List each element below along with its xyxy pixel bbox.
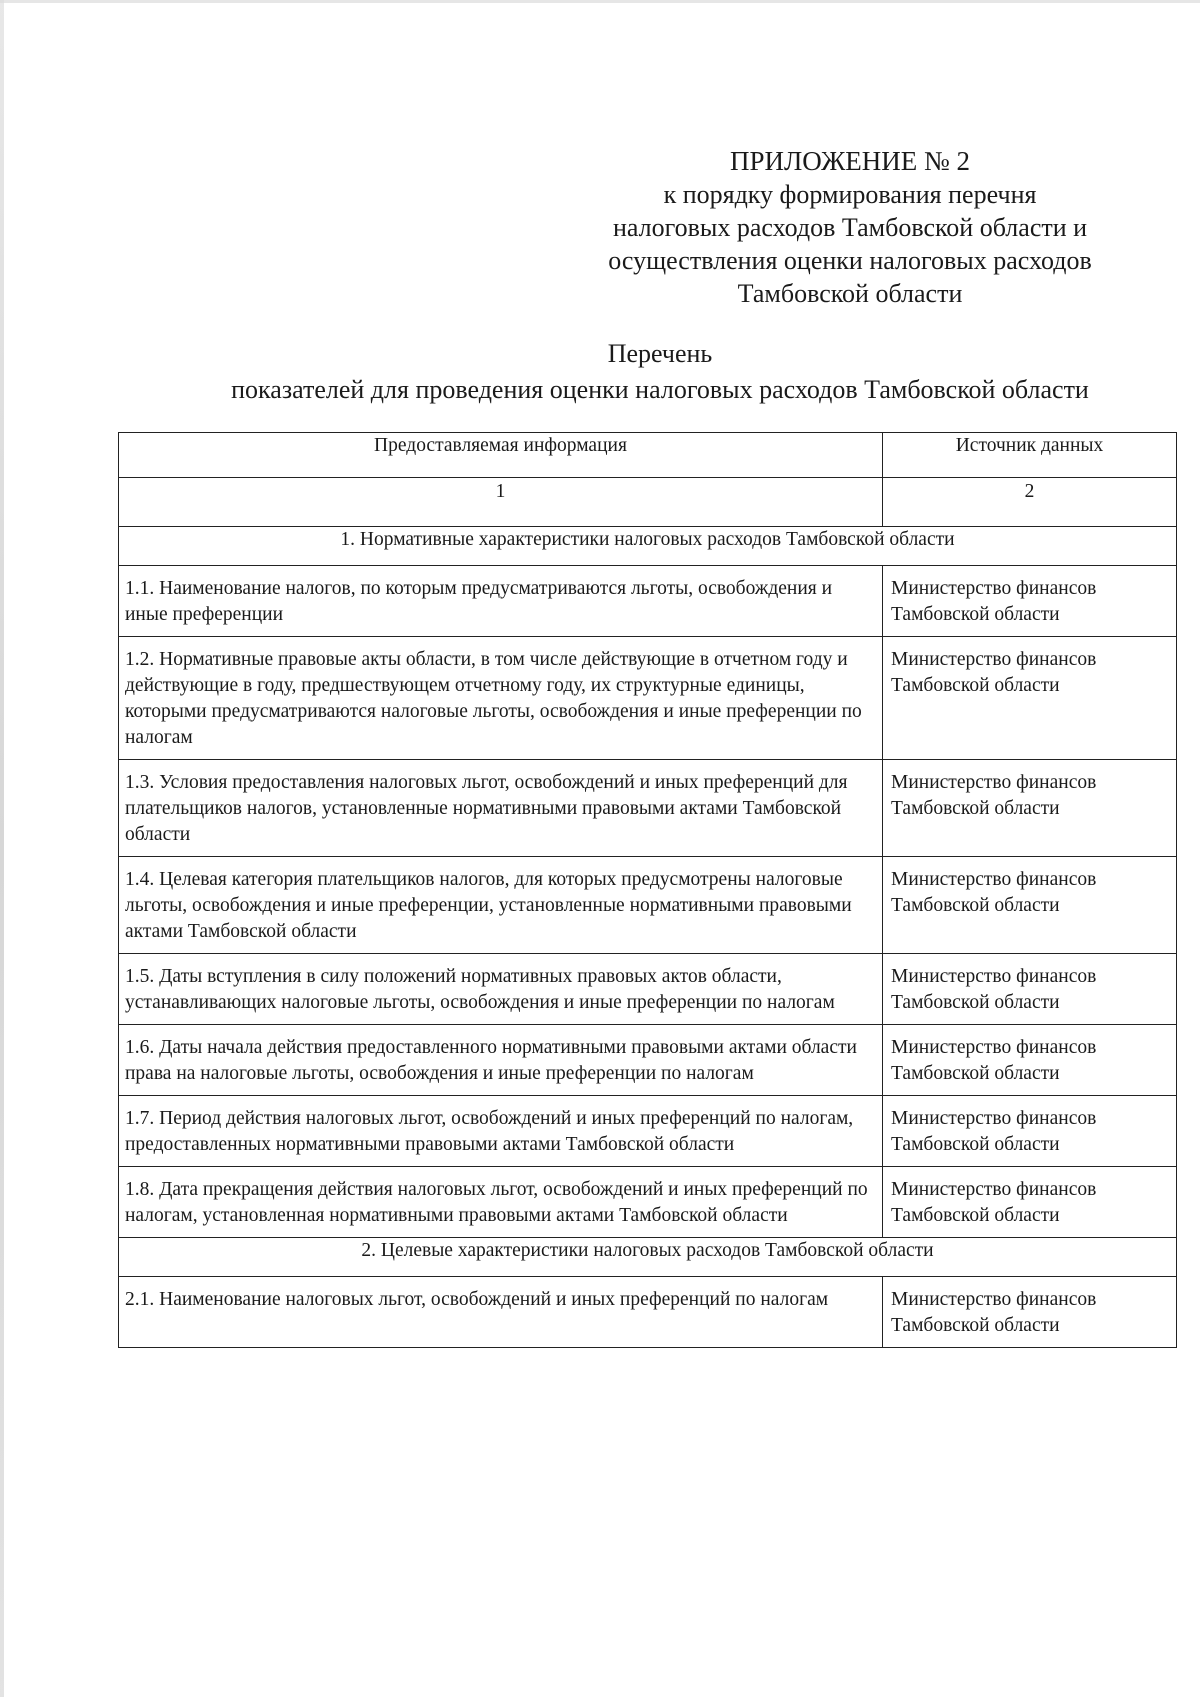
source-cell: Министерство финансов Тамбовской области <box>883 566 1177 637</box>
source-cell: Министерство финансов Тамбовской области <box>883 1025 1177 1096</box>
info-cell: 1.6. Даты начала действия предоставленного нормативными правовыми актами области права на налоговые льготы, освобождения и иные преференции по налогам <box>119 1025 883 1096</box>
table-header-row <box>119 433 1177 478</box>
table-row <box>119 637 1177 760</box>
appendix-title: ПРИЛОЖЕНИЕ № 2 <box>729 146 971 176</box>
appendix-line: к порядку формирования перечня <box>663 180 1037 209</box>
info-cell: 1.5. Даты вступления в силу положений нормативных правовых актов области, устанавливающих налоговые льготы, освобождения и иные преференции по налогам <box>119 954 883 1025</box>
document-heading <box>170 336 1150 408</box>
info-cell: 1.1. Наименование налогов, по которым предусматриваются льготы, освобождения и иные преференции <box>119 566 883 637</box>
table-row <box>119 760 1177 857</box>
table-row <box>119 1167 1177 1238</box>
appendix-header <box>560 145 1140 310</box>
table-row <box>119 1025 1177 1096</box>
table-row <box>119 857 1177 954</box>
info-cell: 1.4. Целевая категория плательщиков налогов, для которых предусмотрены налоговые льготы, освобождения и иные преференции, установленные нормативными правовыми актами Тамбовской области <box>119 857 883 954</box>
info-cell: 1.8. Дата прекращения действия налоговых льгот, освобождений и иных преференций по налогам, установленная нормативными правовыми актами Тамбовской области <box>119 1167 883 1238</box>
source-cell: Министерство финансов Тамбовской области <box>883 1277 1177 1348</box>
section-row <box>119 1238 1177 1277</box>
info-cell: 1.3. Условия предоставления налоговых льгот, освобождений и иных преференций для плательщиков налогов, установленные нормативными правовыми актами Тамбовской области <box>119 760 883 857</box>
column-number-row <box>119 478 1177 527</box>
source-cell: Министерство финансов Тамбовской области <box>883 637 1177 760</box>
source-cell: Министерство финансов Тамбовской области <box>883 1096 1177 1167</box>
table-row <box>119 1096 1177 1167</box>
appendix-line: Тамбовской области <box>737 279 963 308</box>
table-row <box>119 1277 1177 1348</box>
appendix-line: осуществления оценки налоговых расходов <box>608 246 1092 275</box>
column-number: 1 <box>119 478 883 527</box>
document-title: Перечень <box>607 339 713 368</box>
column-number: 2 <box>883 478 1177 527</box>
section-title: 2. Целевые характеристики налоговых расходов Тамбовской области <box>119 1238 1177 1277</box>
section-title: 1. Нормативные характеристики налоговых расходов Тамбовской области <box>119 527 1177 566</box>
column-header-info: Предоставляемая информация <box>119 433 883 478</box>
document-subtitle: показателей для проведения оценки налоговых расходов Тамбовской области <box>231 375 1089 404</box>
source-cell: Министерство финансов Тамбовской области <box>883 857 1177 954</box>
table-row <box>119 566 1177 637</box>
section-row <box>119 527 1177 566</box>
appendix-line: налоговых расходов Тамбовской области и <box>612 213 1088 242</box>
column-header-source: Источник данных <box>883 433 1177 478</box>
source-cell: Министерство финансов Тамбовской области <box>883 760 1177 857</box>
scan-edge <box>0 0 4 1697</box>
source-cell: Министерство финансов Тамбовской области <box>883 1167 1177 1238</box>
scan-edge-top <box>0 0 1200 3</box>
info-cell: 2.1. Наименование налоговых льгот, освобождений и иных преференций по налогам <box>119 1277 883 1348</box>
source-cell: Министерство финансов Тамбовской области <box>883 954 1177 1025</box>
table-row <box>119 954 1177 1025</box>
info-cell: 1.7. Период действия налоговых льгот, освобождений и иных преференций по налогам, предоставленных нормативными правовыми актами Тамбовской области <box>119 1096 883 1167</box>
info-cell: 1.2. Нормативные правовые акты области, в том числе действующие в отчетном году и действующие в году, предшествующем отчетному году, их структурные единицы, которыми предусматриваются налоговые льготы, освобождения и иные преференции по налогам <box>119 637 883 760</box>
indicators-table <box>118 432 1177 1348</box>
